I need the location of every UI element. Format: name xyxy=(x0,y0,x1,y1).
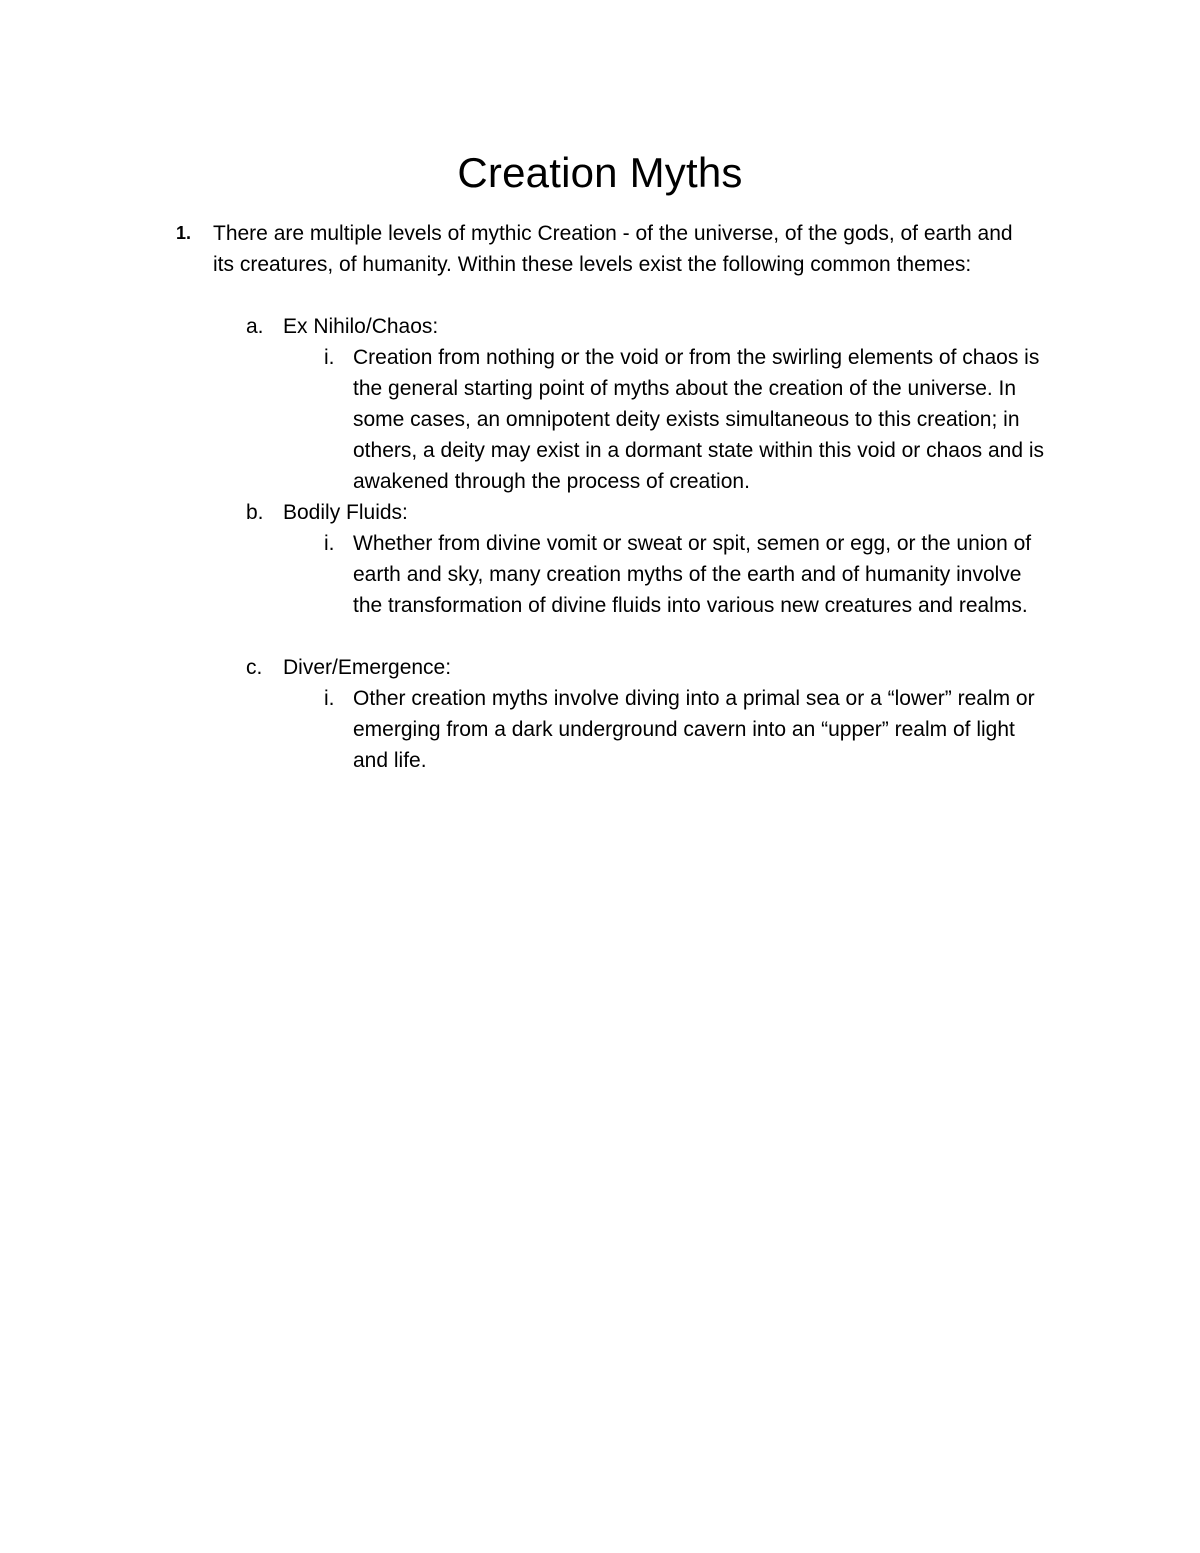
sub-item-c-detail-marker: i. xyxy=(324,687,335,710)
sub-item-a-marker: a. xyxy=(246,315,264,338)
sub-item-b xyxy=(246,497,646,528)
sub-item-a-label: Ex Nihilo/Chaos: xyxy=(283,315,439,338)
sub-item-a xyxy=(246,311,646,342)
sub-item-c xyxy=(246,652,646,683)
sub-item-a-detail-marker: i. xyxy=(324,346,335,369)
document-title: Creation Myths xyxy=(457,149,743,196)
sub-item-b-marker: b. xyxy=(246,501,264,524)
list-item-1-text: There are multiple levels of mythic Creation - of the universe, of the gods, of earth and its creatures, of humanity. Within these levels exist the following common themes: xyxy=(213,222,1013,276)
sub-item-a-detail xyxy=(324,342,1064,502)
sub-item-c-marker: c. xyxy=(246,656,263,679)
sub-item-c-detail xyxy=(324,683,1064,783)
sub-item-b-label: Bodily Fluids: xyxy=(283,501,408,524)
sub-item-a-detail-text: Creation from nothing or the void or from the swirling elements of chaos is the general starting point of myths about the creation of the universe. In some cases, an omnipotent deity exists simultaneous to this creation; in others, a deity may exist in a dormant state within this void or chaos and is awakened through the process of creation. xyxy=(353,346,1045,493)
sub-item-b-detail xyxy=(324,528,1064,658)
sub-item-b-detail-text: Whether from divine vomit or sweat or spit, semen or egg, or the union of earth and sky, many creation myths of the earth and of humanity involve the transformation of divine fluids into various new creatures and realms. xyxy=(353,532,1032,617)
list-item-1-number: 1. xyxy=(176,223,192,243)
sub-item-c-label: Diver/Emergence: xyxy=(283,656,452,679)
sub-item-c-detail-text: Other creation myths involve diving into a primal sea or a “lower” realm or emerging from a dark underground cavern into an “upper” realm of light and life. xyxy=(353,687,1035,772)
sub-item-b-detail-marker: i. xyxy=(324,532,335,555)
